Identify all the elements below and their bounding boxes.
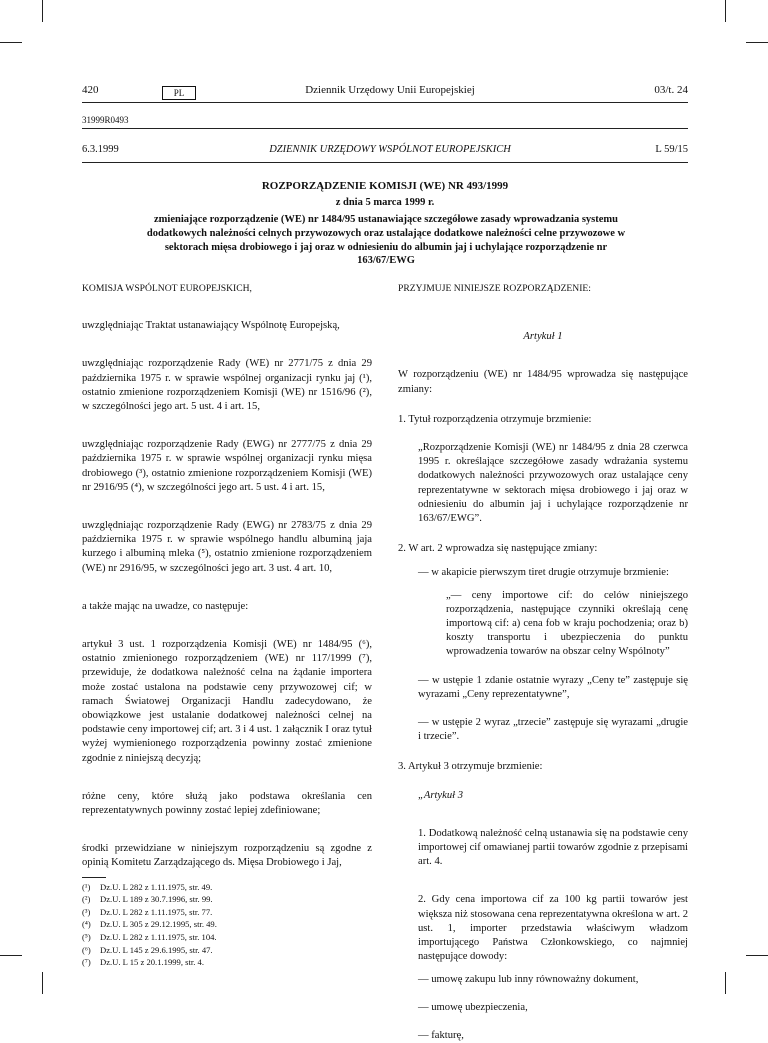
- crop-mark: [725, 972, 726, 994]
- footnote: [82, 931, 372, 944]
- recital: artykuł 3 ust. 1 rozporządzenia Komisji (WE) nr 1484/95 (⁶), ostatnio zmienionego rozporządzeniem (WE) nr 117/1999 (⁷), przewiduje, że dodatkowa należność celna na żądanie importera może zostać ustalona na podstawie ceny przywozowej cif; w ramach Światowej Organizacji Handlu zadecydowano, że obowiązkowe jest ustalanie dodatkowej należności celnej na podstawie ceny importowej cif; art. 3 i 4 ust. 1 załącznik I oraz tytuł wyżej wymienionego rozporządzenia powinny zostać zmienione zgodnie z niniejszą decyzją;: [82, 639, 372, 764]
- header-rule: [82, 102, 688, 103]
- footnote: [82, 944, 372, 957]
- footnote-text: Dz.U. L 305 z 29.12.1995, str. 49.: [100, 919, 217, 930]
- amendment-dash: — w ustępie 1 zdanie ostatnie wyrazy „Ceny te” zastępuje się wyrazami „Ceny reprezentatywne”,: [418, 674, 688, 700]
- crop-mark: [0, 955, 22, 956]
- footnote-text: Dz.U. L 282 z 1.11.1975, str. 49.: [100, 881, 213, 892]
- footnote-text: Dz.U. L 282 z 1.11.1975, str. 104.: [100, 932, 217, 943]
- article-intro: W rozporządzeniu (WE) nr 1484/95 wprowadza się następujące zmiany:: [398, 369, 688, 395]
- crop-mark: [0, 42, 22, 43]
- article-3-paragraph: 2. Gdy cena importowa cif za 100 kg partii towarów jest większa niż stosowana cena reprezentatywna określona w art. 2 ust. 1, importer przedstawia właściwym władzom importującego Państwa Członkowskiego, co najmniej następujące dowody:: [418, 894, 688, 963]
- recital: uwzględniając rozporządzenie Rady (EWG) nr 2783/75 z dnia 29 października 1975 r. w sprawie wspólnego handlu albuminą jaja kurzego i albuminą mleka (⁵), ostatnio zmienione rozporządzeniem (WE) nr 2916/95, w szczególności jego art. 3 ust. 4 art. 10,: [82, 520, 372, 574]
- article-3-paragraph: 1. Dodatkową należność celną ustanawia się na podstawie ceny importowej cif omawianej partii towarów zgodnie z przepisami art. 4.: [418, 827, 688, 868]
- publication-date: 6.3.1999: [82, 144, 119, 155]
- footnote-mark: (⁷): [82, 957, 91, 968]
- footnote-rule: [82, 877, 106, 878]
- recital: uwzględniając rozporządzenie Rady (WE) nr 2771/75 z dnia 29 października 1975 r. w sprawie wspólnej organizacji rynku jaj (¹), ostatnio zmienione rozporządzeniem Komisji (WE) nr 1516/96 (²), w szczególności jego art. 5 ust. 4 i art. 15,: [82, 358, 372, 413]
- amendment-dash: — w ustępie 2 wyraz „trzecie” zastępuje się wyrazami „drugie i trzecie”.: [418, 717, 688, 743]
- amendment-item: 1. Tytuł rozporządzenia otrzymuje brzmienie:: [398, 413, 592, 425]
- regulation-subject: zmieniające rozporządzenie (WE) nr 1484/95 ustanawiające szczegółowe zasady wprowadzania systemu dodatkowych należności celnych przywozowych oraz ustalające dodatkowe należności celne przywozowe w sektorach mięsa drobiowego i jaj oraz w odniesieniu do albumin jaj i uchylające rozporządzenie nr 163/67/EWG: [146, 214, 626, 267]
- footnote: [82, 881, 372, 894]
- regulation-date: z dnia 5 marca 1999 r.: [335, 197, 435, 208]
- footnote-mark: (⁶): [82, 944, 91, 955]
- article-3-dash: — umowę zakupu lub inny równoważny dokument,: [418, 973, 639, 985]
- divider: [82, 128, 688, 129]
- article-3-dash: — umowę ubezpieczenia,: [418, 1001, 528, 1013]
- amendment-quote: „Rozporządzenie Komisji (WE) nr 1484/95 z dnia 28 czerwca 1995 r. określające szczegółowe zasady wdrażania systemu dodatkowych należności przywozowych oraz ustalające ceny reprezentatywne w sektorach mięsa drobiowego i jaj oraz w odniesieniu do albumin jaj i uchylające rozporządzenie nr 163/67/EWG”.: [418, 442, 688, 525]
- footnote: [82, 918, 372, 931]
- article-3-title: „Artykuł 3: [418, 789, 464, 801]
- footnote-mark: (¹): [82, 881, 91, 892]
- adopts-heading: PRZYJMUJE NINIEJSZE ROZPORZĄDZENIE:: [398, 283, 591, 294]
- crop-mark: [725, 0, 726, 22]
- footnote: [82, 906, 372, 919]
- left-column: [82, 282, 372, 969]
- celex-number: 31999R0493: [82, 115, 129, 125]
- crop-mark: [42, 0, 43, 22]
- footnote-text: Dz.U. L 282 z 1.11.1975, str. 77.: [100, 906, 213, 917]
- amendment-quote: „— ceny importowe cif: do celów niniejszego rozporządzenia, następujące czynniki określają cenę importową cif: a) cena fob w kraju pochodzenia; oraz b) koszty transportu i ubezpieczenia do punktu wprowadzenia towarów na obszar celny Wspólnoty”: [446, 589, 688, 658]
- language-badge: PL: [162, 86, 196, 100]
- subheader-rule: [82, 162, 688, 163]
- page-number: 420: [82, 84, 99, 96]
- footnote-mark: (³): [82, 906, 91, 917]
- amendment-dash: — w akapicie pierwszym tiret drugie otrzymuje brzmienie:: [418, 567, 669, 579]
- footnote-text: Dz.U. L 15 z 20.1.1999, str. 4.: [100, 957, 204, 968]
- recital: uwzględniając Traktat ustanawiający Wspólnotę Europejską,: [82, 320, 340, 332]
- crop-mark: [42, 972, 43, 994]
- crop-mark: [746, 42, 768, 43]
- recital: środki przewidziane w niniejszym rozporządzeniu są zgodne z opinią Komitetu Zarządzającego ds. Mięsa Drobiowego i Jaj,: [82, 843, 372, 869]
- ojec-title: DZIENNIK URZĘDOWY WSPÓLNOT EUROPEJSKICH: [269, 144, 511, 155]
- recital: a także mając na uwadze, co następuje:: [82, 600, 249, 612]
- article-3-dash: — fakturę,: [418, 1029, 464, 1041]
- amendment-item: 2. W art. 2 wprowadza się następujące zmiany:: [398, 543, 598, 555]
- footnote-mark: (⁵): [82, 932, 91, 943]
- chapter-ref: 03/t. 24: [654, 84, 688, 96]
- journal-title: Dziennik Urzędowy Unii Europejskiej: [305, 84, 475, 96]
- footnote-mark: (⁴): [82, 919, 91, 930]
- footnote-mark: (²): [82, 894, 91, 905]
- right-column: [398, 282, 688, 1043]
- crop-mark: [746, 955, 768, 956]
- footnote-text: Dz.U. L 189 z 30.7.1996, str. 99.: [100, 894, 213, 905]
- footnotes: [82, 881, 372, 969]
- article-1-title: Artykuł 1: [523, 331, 563, 343]
- recital: uwzględniając rozporządzenie Rady (EWG) nr 2777/75 z dnia 29 października 1975 r. w sprawie wspólnej organizacji rynku mięsa drobiowego (³), ostatnio zmienione rozporządzeniem Komisji (WE) nr 2916/95 (⁴), w szczególności jego art. 5 ust. 4 i art. 15,: [82, 439, 372, 493]
- regulation-title: ROZPORZĄDZENIE KOMISJI (WE) NR 493/1999: [261, 180, 509, 192]
- commission-heading: KOMISJA WSPÓLNOT EUROPEJSKICH,: [82, 283, 252, 294]
- footnote: [82, 956, 372, 969]
- oj-reference: L 59/15: [655, 144, 688, 155]
- amendment-item: 3. Artykuł 3 otrzymuje brzmienie:: [398, 761, 543, 773]
- recital: różne ceny, które służą jako podstawa określania cen reprezentatywnych powinny zostać lepiej zdefiniowane;: [82, 790, 372, 817]
- footnote-text: Dz.U. L 145 z 29.6.1995, str. 47.: [100, 944, 213, 955]
- footnote: [82, 893, 372, 906]
